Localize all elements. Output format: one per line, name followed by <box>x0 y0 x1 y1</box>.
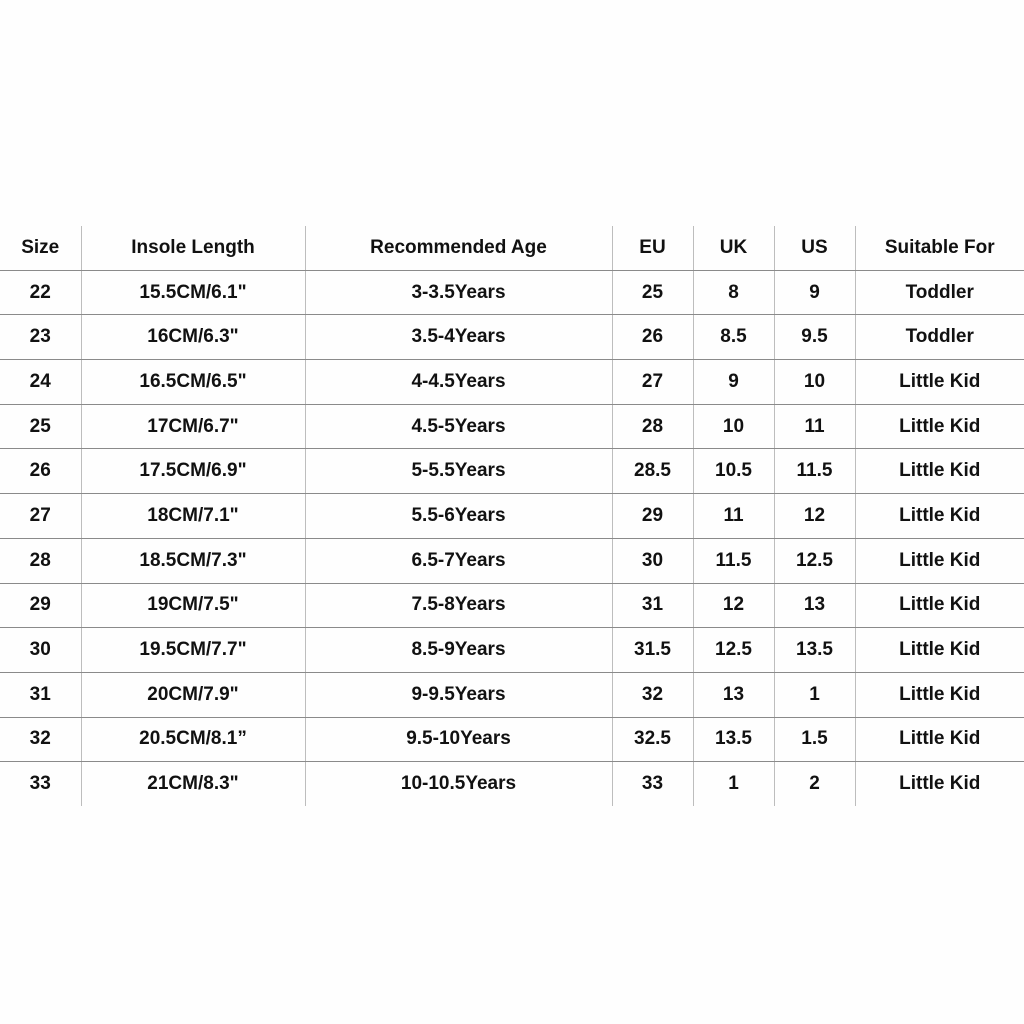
cell-suitable-for: Little Kid <box>855 628 1024 673</box>
cell-recommended-age: 9.5-10Years <box>305 717 612 762</box>
cell-recommended-age: 3.5-4Years <box>305 315 612 360</box>
cell-size: 33 <box>0 762 81 806</box>
table-row <box>0 270 1024 315</box>
table-row <box>0 404 1024 449</box>
table-row <box>0 628 1024 673</box>
cell-insole-length: 17CM/6.7" <box>81 404 305 449</box>
table-row <box>0 762 1024 806</box>
cell-insole-length: 18CM/7.1" <box>81 494 305 539</box>
header-uk: UK <box>693 226 774 270</box>
cell-suitable-for: Little Kid <box>855 672 1024 717</box>
cell-recommended-age: 5-5.5Years <box>305 449 612 494</box>
cell-suitable-for: Toddler <box>855 315 1024 360</box>
cell-suitable-for: Little Kid <box>855 449 1024 494</box>
header-recommended-age: Recommended Age <box>305 226 612 270</box>
cell-uk: 13.5 <box>693 717 774 762</box>
cell-recommended-age: 4.5-5Years <box>305 404 612 449</box>
cell-suitable-for: Little Kid <box>855 404 1024 449</box>
cell-uk: 13 <box>693 672 774 717</box>
cell-insole-length: 19.5CM/7.7" <box>81 628 305 673</box>
cell-uk: 12.5 <box>693 628 774 673</box>
cell-us: 1 <box>774 672 855 717</box>
cell-eu: 26 <box>612 315 693 360</box>
cell-us: 13 <box>774 583 855 628</box>
cell-uk: 11.5 <box>693 538 774 583</box>
header-eu: EU <box>612 226 693 270</box>
cell-eu: 31.5 <box>612 628 693 673</box>
cell-suitable-for: Little Kid <box>855 717 1024 762</box>
table-row <box>0 315 1024 360</box>
cell-eu: 28 <box>612 404 693 449</box>
cell-size: 29 <box>0 583 81 628</box>
cell-size: 30 <box>0 628 81 673</box>
cell-eu: 33 <box>612 762 693 806</box>
cell-eu: 32 <box>612 672 693 717</box>
table-row <box>0 360 1024 405</box>
cell-uk: 12 <box>693 583 774 628</box>
cell-us: 2 <box>774 762 855 806</box>
cell-eu: 31 <box>612 583 693 628</box>
table-row <box>0 449 1024 494</box>
header-row <box>0 226 1024 270</box>
cell-suitable-for: Little Kid <box>899 773 981 795</box>
cell-uk: 1 <box>693 762 774 806</box>
cell-size: 26 <box>0 449 81 494</box>
cell-insole-length: 19CM/7.5" <box>81 583 305 628</box>
cell-us: 12 <box>774 494 855 539</box>
cell-recommended-age: 10-10.5Years <box>305 762 612 806</box>
table-row <box>0 494 1024 539</box>
cell-uk: 10 <box>693 404 774 449</box>
cell-insole-length: 15.5CM/6.1" <box>81 270 305 315</box>
cell-us: 10 <box>774 360 855 405</box>
cell-recommended-age: 7.5-8Years <box>305 583 612 628</box>
cell-us: 9.5 <box>774 315 855 360</box>
size-chart-table <box>0 226 1024 806</box>
header-size: Size <box>0 226 81 270</box>
cell-insole-length: 21CM/8.3" <box>81 762 305 806</box>
cell-size: 31 <box>0 672 81 717</box>
cell-suitable-for: Little Kid <box>855 538 1024 583</box>
cell-uk: 8.5 <box>693 315 774 360</box>
header-insole-length: Insole Length <box>81 226 305 270</box>
table-row <box>0 538 1024 583</box>
table-row <box>0 717 1024 762</box>
cell-suitable-for: Little Kid <box>855 494 1024 539</box>
cell-suitable-for: Toddler <box>855 270 1024 315</box>
cell-us: 1.5 <box>774 717 855 762</box>
cell-insole-length: 17.5CM/6.9" <box>81 449 305 494</box>
cell-uk: 10.5 <box>693 449 774 494</box>
table-row <box>0 672 1024 717</box>
cell-recommended-age: 5.5-6Years <box>305 494 612 539</box>
cell-eu: 28.5 <box>612 449 693 494</box>
cell-insole-length: 18.5CM/7.3" <box>81 538 305 583</box>
cell-recommended-age: 6.5-7Years <box>305 538 612 583</box>
cell-eu: 29 <box>612 494 693 539</box>
cell-us: 12.5 <box>774 538 855 583</box>
cell-insole-length: 20CM/7.9" <box>81 672 305 717</box>
cell-recommended-age: 4-4.5Years <box>305 360 612 405</box>
cell-us: 11.5 <box>774 449 855 494</box>
cell-eu: 27 <box>612 360 693 405</box>
header-us: US <box>774 226 855 270</box>
cell-insole-length: 16CM/6.3" <box>81 315 305 360</box>
cell-recommended-age: 3-3.5Years <box>305 270 612 315</box>
cell-recommended-age: 9-9.5Years <box>305 672 612 717</box>
cell-insole-length: 16.5CM/6.5" <box>81 360 305 405</box>
cell-size: 28 <box>0 538 81 583</box>
cell-us: 11 <box>774 404 855 449</box>
cell-us: 13.5 <box>774 628 855 673</box>
table-row <box>0 583 1024 628</box>
cell-size: 23 <box>0 315 81 360</box>
cell-size: 27 <box>0 494 81 539</box>
cell-eu: 25 <box>612 270 693 315</box>
cell-recommended-age: 8.5-9Years <box>305 628 612 673</box>
cell-insole-length: 20.5CM/8.1” <box>81 717 305 762</box>
cell-size: 32 <box>0 717 81 762</box>
cell-size: 22 <box>0 270 81 315</box>
cell-size: 24 <box>0 360 81 405</box>
cell-uk: 8 <box>693 270 774 315</box>
cell-suitable-for: Little Kid <box>855 360 1024 405</box>
header-suitable-for: Suitable For <box>855 226 1024 270</box>
cell-uk: 9 <box>693 360 774 405</box>
cell-suitable-for: Little Kid <box>855 583 1024 628</box>
cell-us: 9 <box>774 270 855 315</box>
cell-size: 25 <box>0 404 81 449</box>
cell-eu: 32.5 <box>612 717 693 762</box>
cell-eu: 30 <box>612 538 693 583</box>
cell-uk: 11 <box>693 494 774 539</box>
